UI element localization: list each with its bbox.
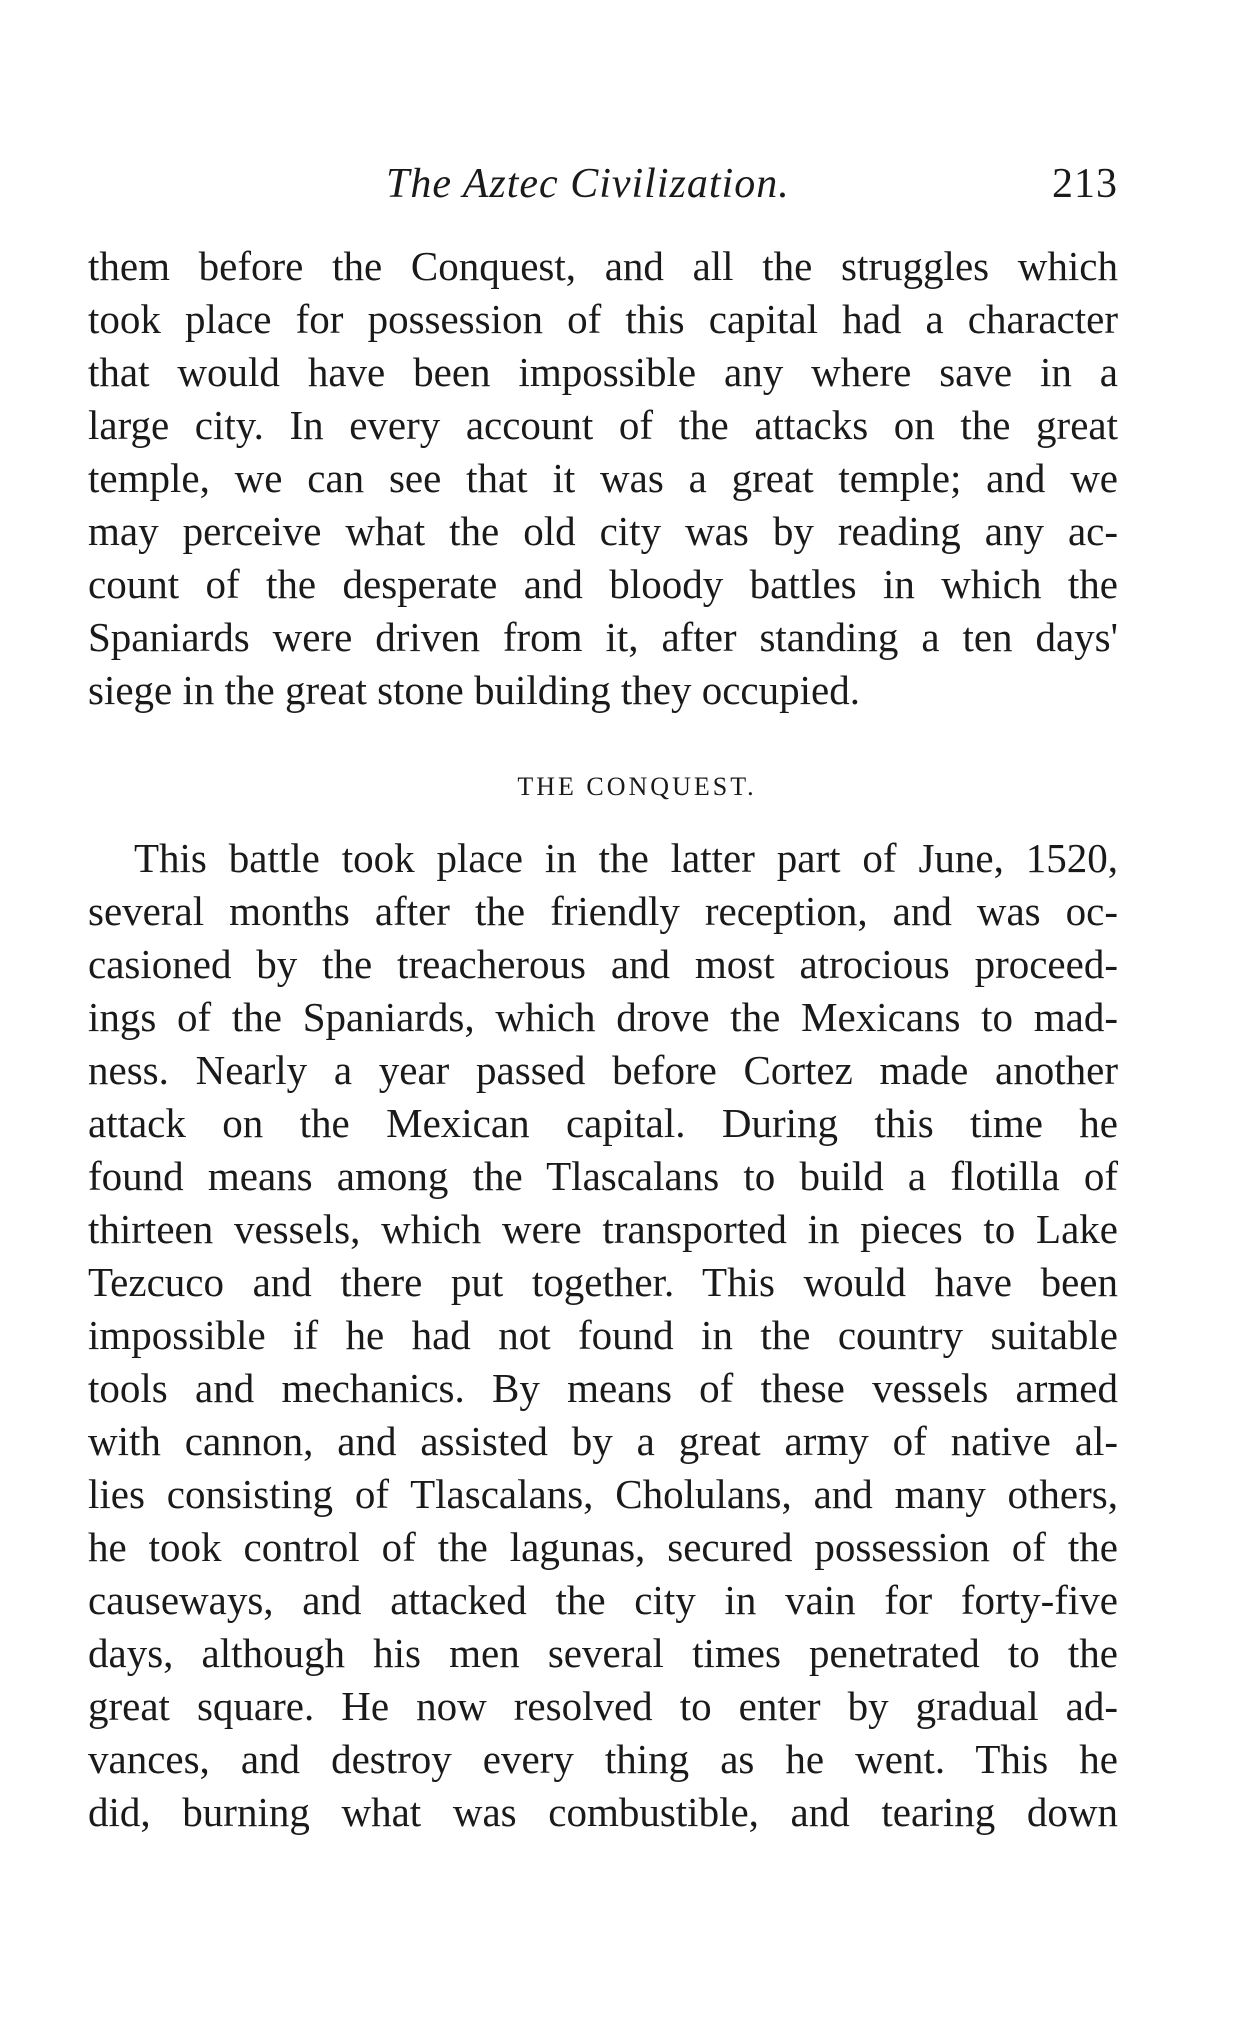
text-line: thirteen vessels, which were transported in pieces to Lake (88, 1206, 1118, 1252)
text-line: Spaniards were driven from it, after standing a ten days' (88, 614, 1118, 660)
text-line: he took control of the lagunas, secured possession of the (88, 1524, 1118, 1570)
text-line: temple, we can see that it was a great temple; and we (88, 455, 1118, 501)
text-line: ness. Nearly a year passed before Cortez made another (88, 1047, 1118, 1093)
text-line: ings of the Spaniards, which drove the Mexicans to mad- (88, 994, 1118, 1040)
page-number: 213 (1052, 161, 1118, 207)
text-line: lies consisting of Tlascalans, Cholulans, and many others, (88, 1471, 1118, 1517)
text-line: This battle took place in the latter part of June, 1520, (134, 835, 1118, 881)
text-line: with cannon, and assisted by a great army of native al- (88, 1418, 1118, 1464)
text-line: that would have been impossible any where save in a (88, 349, 1118, 395)
text-line: them before the Conquest, and all the struggles which (88, 243, 1118, 289)
section-heading: THE CONQUEST. (517, 772, 757, 801)
text-line: may perceive what the old city was by reading any ac- (88, 508, 1118, 554)
text-line: impossible if he had not found in the country suitable (88, 1312, 1118, 1358)
text-line: large city. In every account of the attacks on the great (88, 402, 1118, 448)
text-line: vances, and destroy every thing as he went. This he (88, 1736, 1118, 1782)
paragraph-conquest (88, 832, 1118, 1839)
text-line: found means among the Tlascalans to build a flotilla of (88, 1153, 1118, 1199)
text-line: tools and mechanics. By means of these vessels armed (88, 1365, 1118, 1411)
text-line: siege in the great stone building they occupied. (88, 667, 860, 713)
text-line: took place for possession of this capital had a character (88, 296, 1118, 342)
running-header (88, 160, 1118, 220)
text-line: count of the desperate and bloody battles in which the (88, 561, 1118, 607)
text-line: causeways, and attacked the city in vain for forty-five (88, 1577, 1118, 1623)
text-line: Tezcuco and there put together. This would have been (88, 1259, 1118, 1305)
text-line: attack on the Mexican capital. During this time he (88, 1100, 1118, 1146)
text-line: casioned by the treacherous and most atrocious proceed- (88, 941, 1118, 987)
paragraph-continued (88, 240, 1118, 717)
text-line: several months after the friendly reception, and was oc- (88, 888, 1118, 934)
text-line: days, although his men several times penetrated to the (88, 1630, 1118, 1676)
text-line: great square. He now resolved to enter by gradual ad- (88, 1683, 1118, 1729)
text-line: did, burning what was combustible, and tearing down (88, 1789, 1118, 1835)
running-title: The Aztec Civilization. (386, 161, 790, 207)
